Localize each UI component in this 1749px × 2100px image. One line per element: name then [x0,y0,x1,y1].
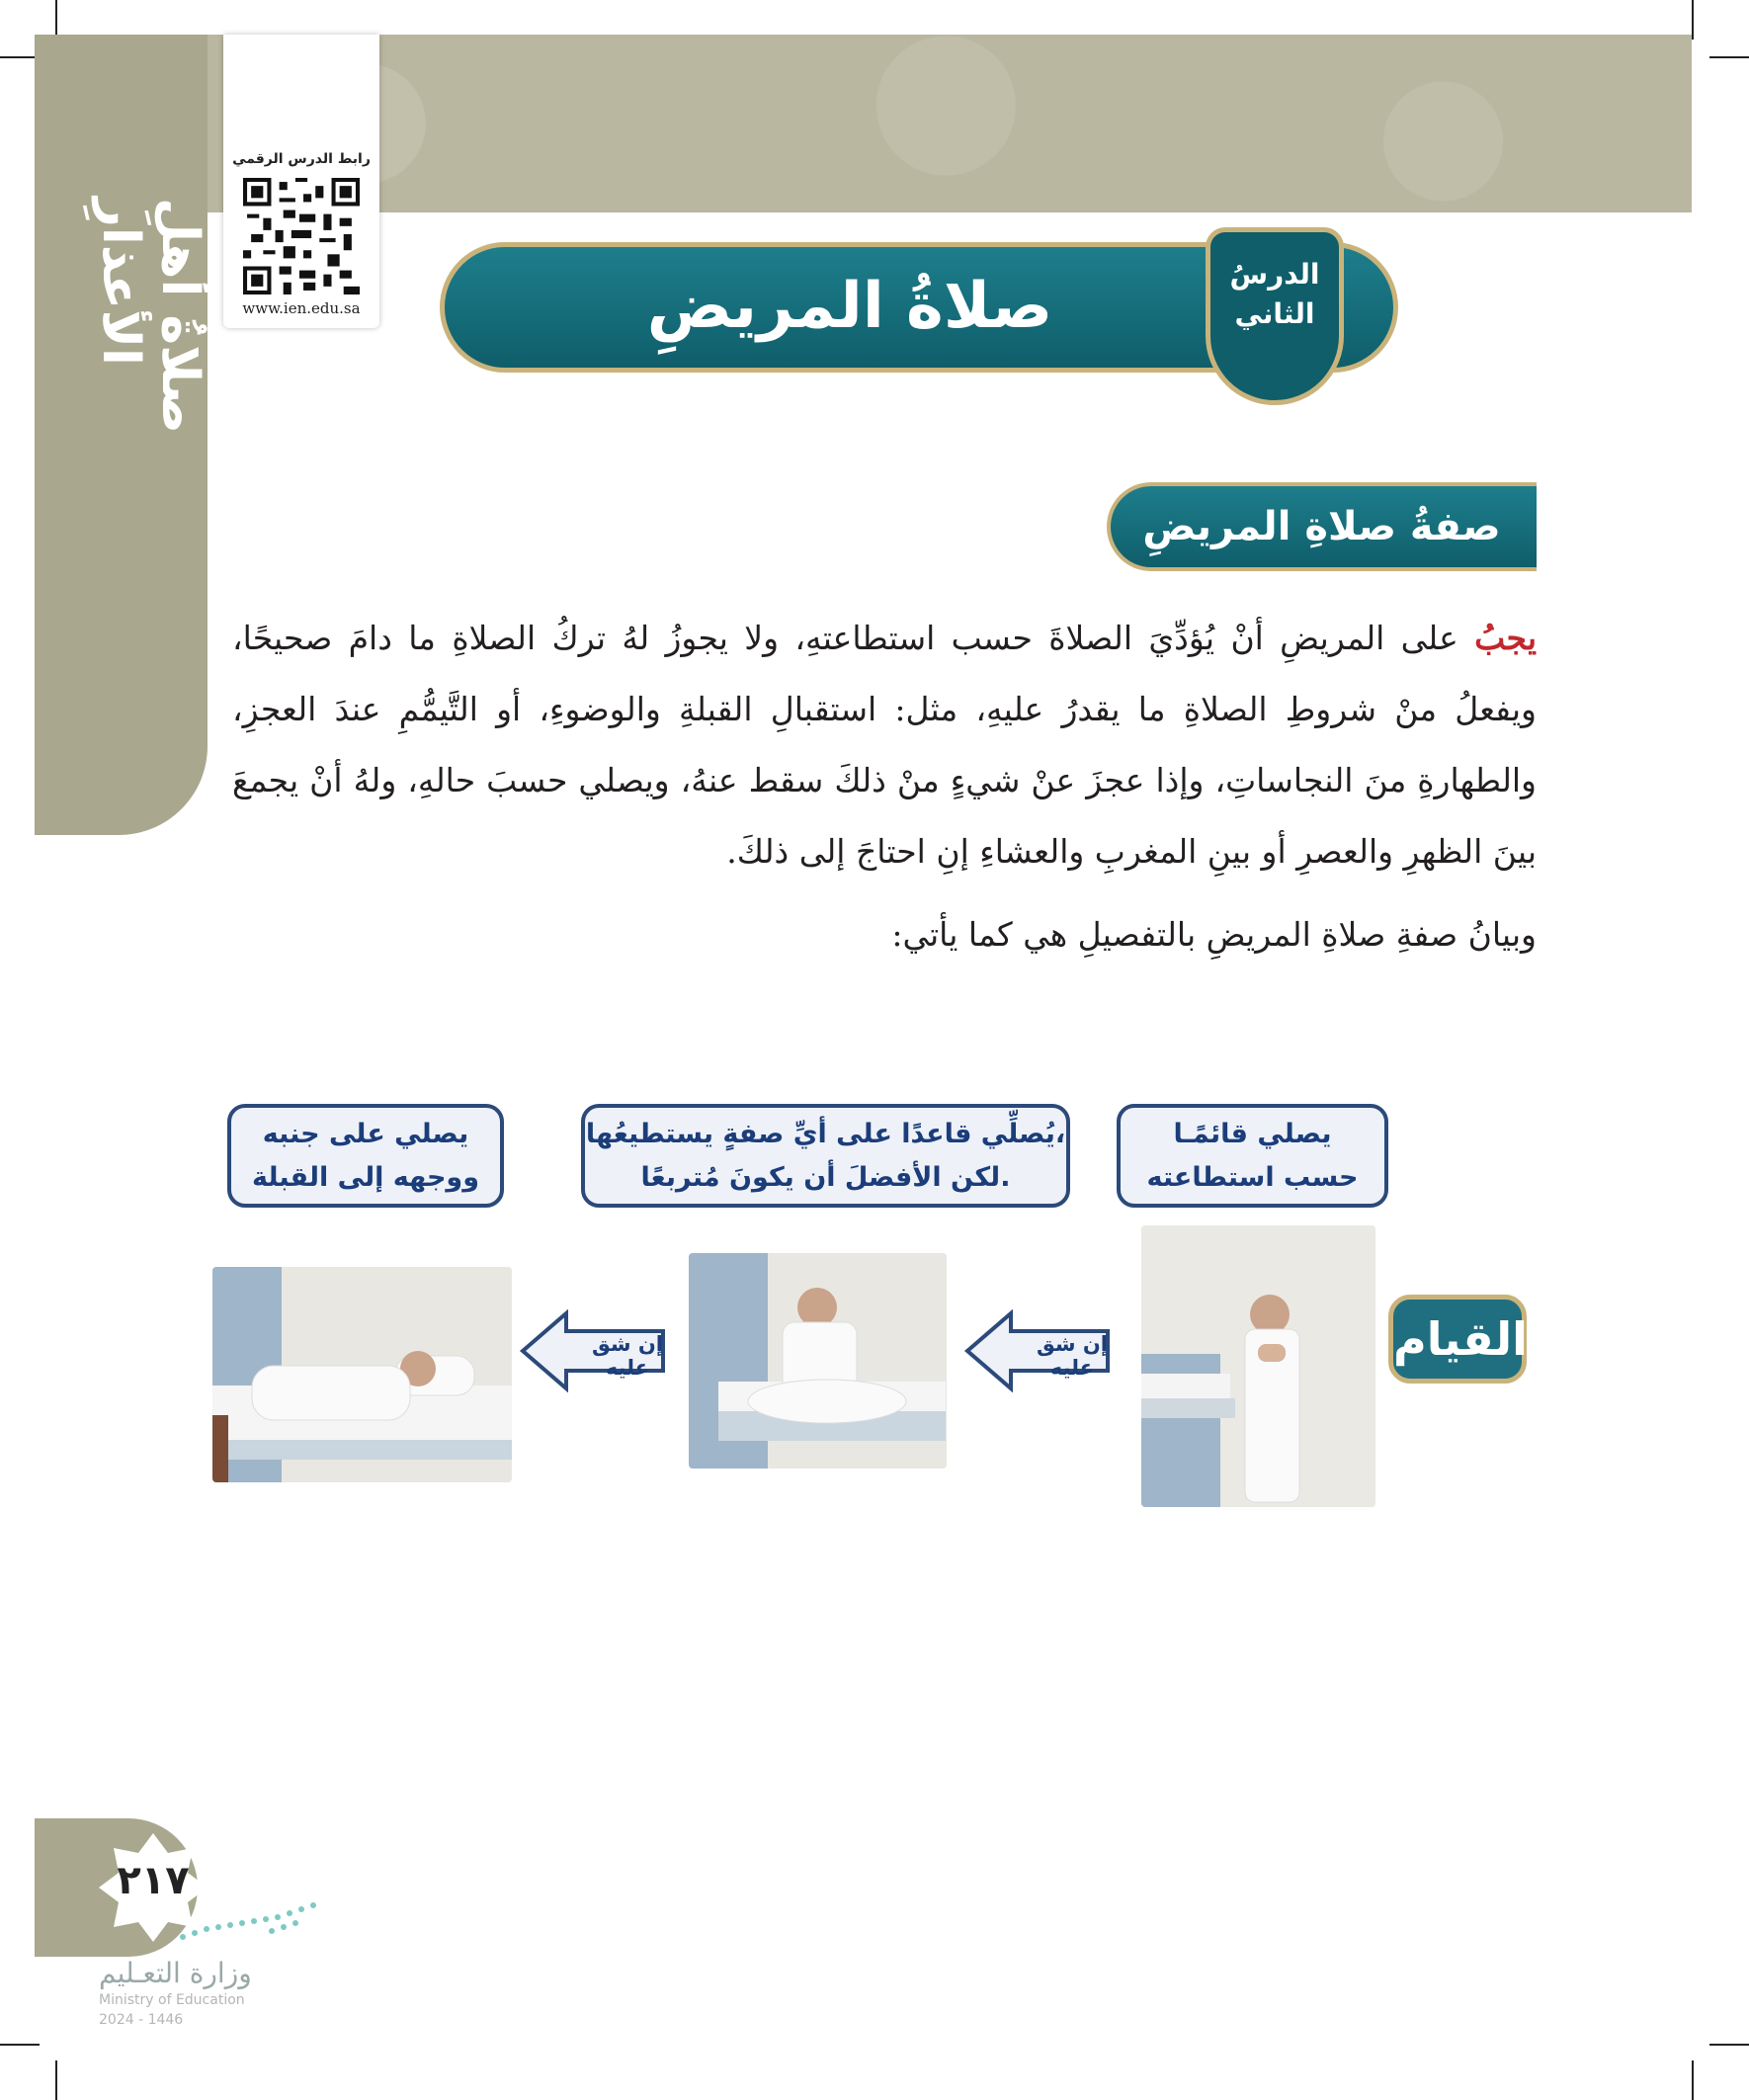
caption-side-line-2: ووجهه إلى القبلة [252,1161,479,1193]
section-heading: صفةُ صلاةِ المريضِ [1142,504,1501,549]
caption-standing-line-1: يصلي قائمًـا [1173,1118,1332,1149]
trim-mark [0,56,40,58]
caption-sitting [581,1104,1070,1208]
trim-mark [0,2044,40,2046]
paragraph-text: على المريضِ أنْ يُؤدِّيَ الصلاةَ حسب استطاعتهِ، ولا يجوزُ لهُ تركُ الصلاةِ ما دامَ صحيحًا، ويفعلُ منْ شروطِ الصلاةِ ما يقدرُ عليهِ، مثل: استقبالِ القبلةِ والوضوءِ، أو التَّيمُّمِ عندَ العجزِ، والطهارةِ منَ النجاساتِ، وإذا عجزَ عنْ شيءٍ منْ ذلكَ سقط عنهُ، ويصلي حسبَ حالهِ، ولهُ أنْ يجمعَ بينَ الظهرِ والعصرِ أو بينِ المغربِ والعشاءِ إنِ احتاجَ إلى ذلكَ. [232,619,1537,871]
intro-line: وبيانُ صفةِ صلاةِ المريضِ بالتفصيلِ هي كما يأتي: [891,915,1537,954]
page-number: ٢١٧ [117,1858,190,1903]
arrow-1-label: إن شق عليه [1036,1332,1108,1380]
lesson-title: صلاةُ المريضِ [646,270,1053,343]
qr-url[interactable]: www.ien.edu.sa [242,299,361,317]
badge-line-2: الثاني [1234,297,1315,330]
trim-mark [1692,0,1694,40]
highlight-word: يجبُ [1474,619,1537,657]
photo-lying [212,1267,512,1482]
standing-figure-icon [1141,1225,1375,1507]
qiyam-label: القيام [1388,1295,1527,1384]
ministry-name-en: Ministry of Education [99,1992,245,2008]
lying-figure-icon [212,1267,512,1482]
caption-side [227,1104,504,1208]
trim-mark [55,2060,57,2100]
ministry-logo-icon [173,1897,321,1947]
photo-sitting [689,1253,947,1469]
caption-standing-line-2: حسب استطاعته [1146,1161,1359,1193]
trim-mark [1692,2060,1694,2100]
chapter-title: صلاةُ أهلِ الأعذارِ [91,198,209,434]
edition-year: 2024 - 1446 [99,2012,184,2028]
lesson-number-text [1213,255,1336,334]
trim-mark [1709,2044,1749,2046]
body-paragraph [232,603,1537,887]
trim-mark [55,0,57,40]
ministry-name-ar: وزارة التعـليم [99,1957,252,1989]
qr-code-icon[interactable] [243,178,360,294]
arrow-2-label: إن شق عليه [591,1332,663,1380]
qr-card[interactable] [223,35,379,328]
caption-sitting-line-1: يُصلِّي قاعدًا على أيِّ صفةٍ يستطيعُها، [585,1118,1066,1149]
caption-sitting-line-2: لكن الأفضلَ أن يكونَ مُتربعًا. [640,1161,1011,1193]
badge-line-1: الدرسُ [1229,258,1320,291]
caption-side-line-1: يصلي على جنبه [262,1118,469,1149]
photo-standing [1141,1225,1375,1507]
sitting-figure-icon [689,1253,947,1469]
qr-label: رابط الدرس الرقمي [232,151,371,167]
trim-mark [1709,56,1749,58]
caption-standing [1117,1104,1388,1208]
